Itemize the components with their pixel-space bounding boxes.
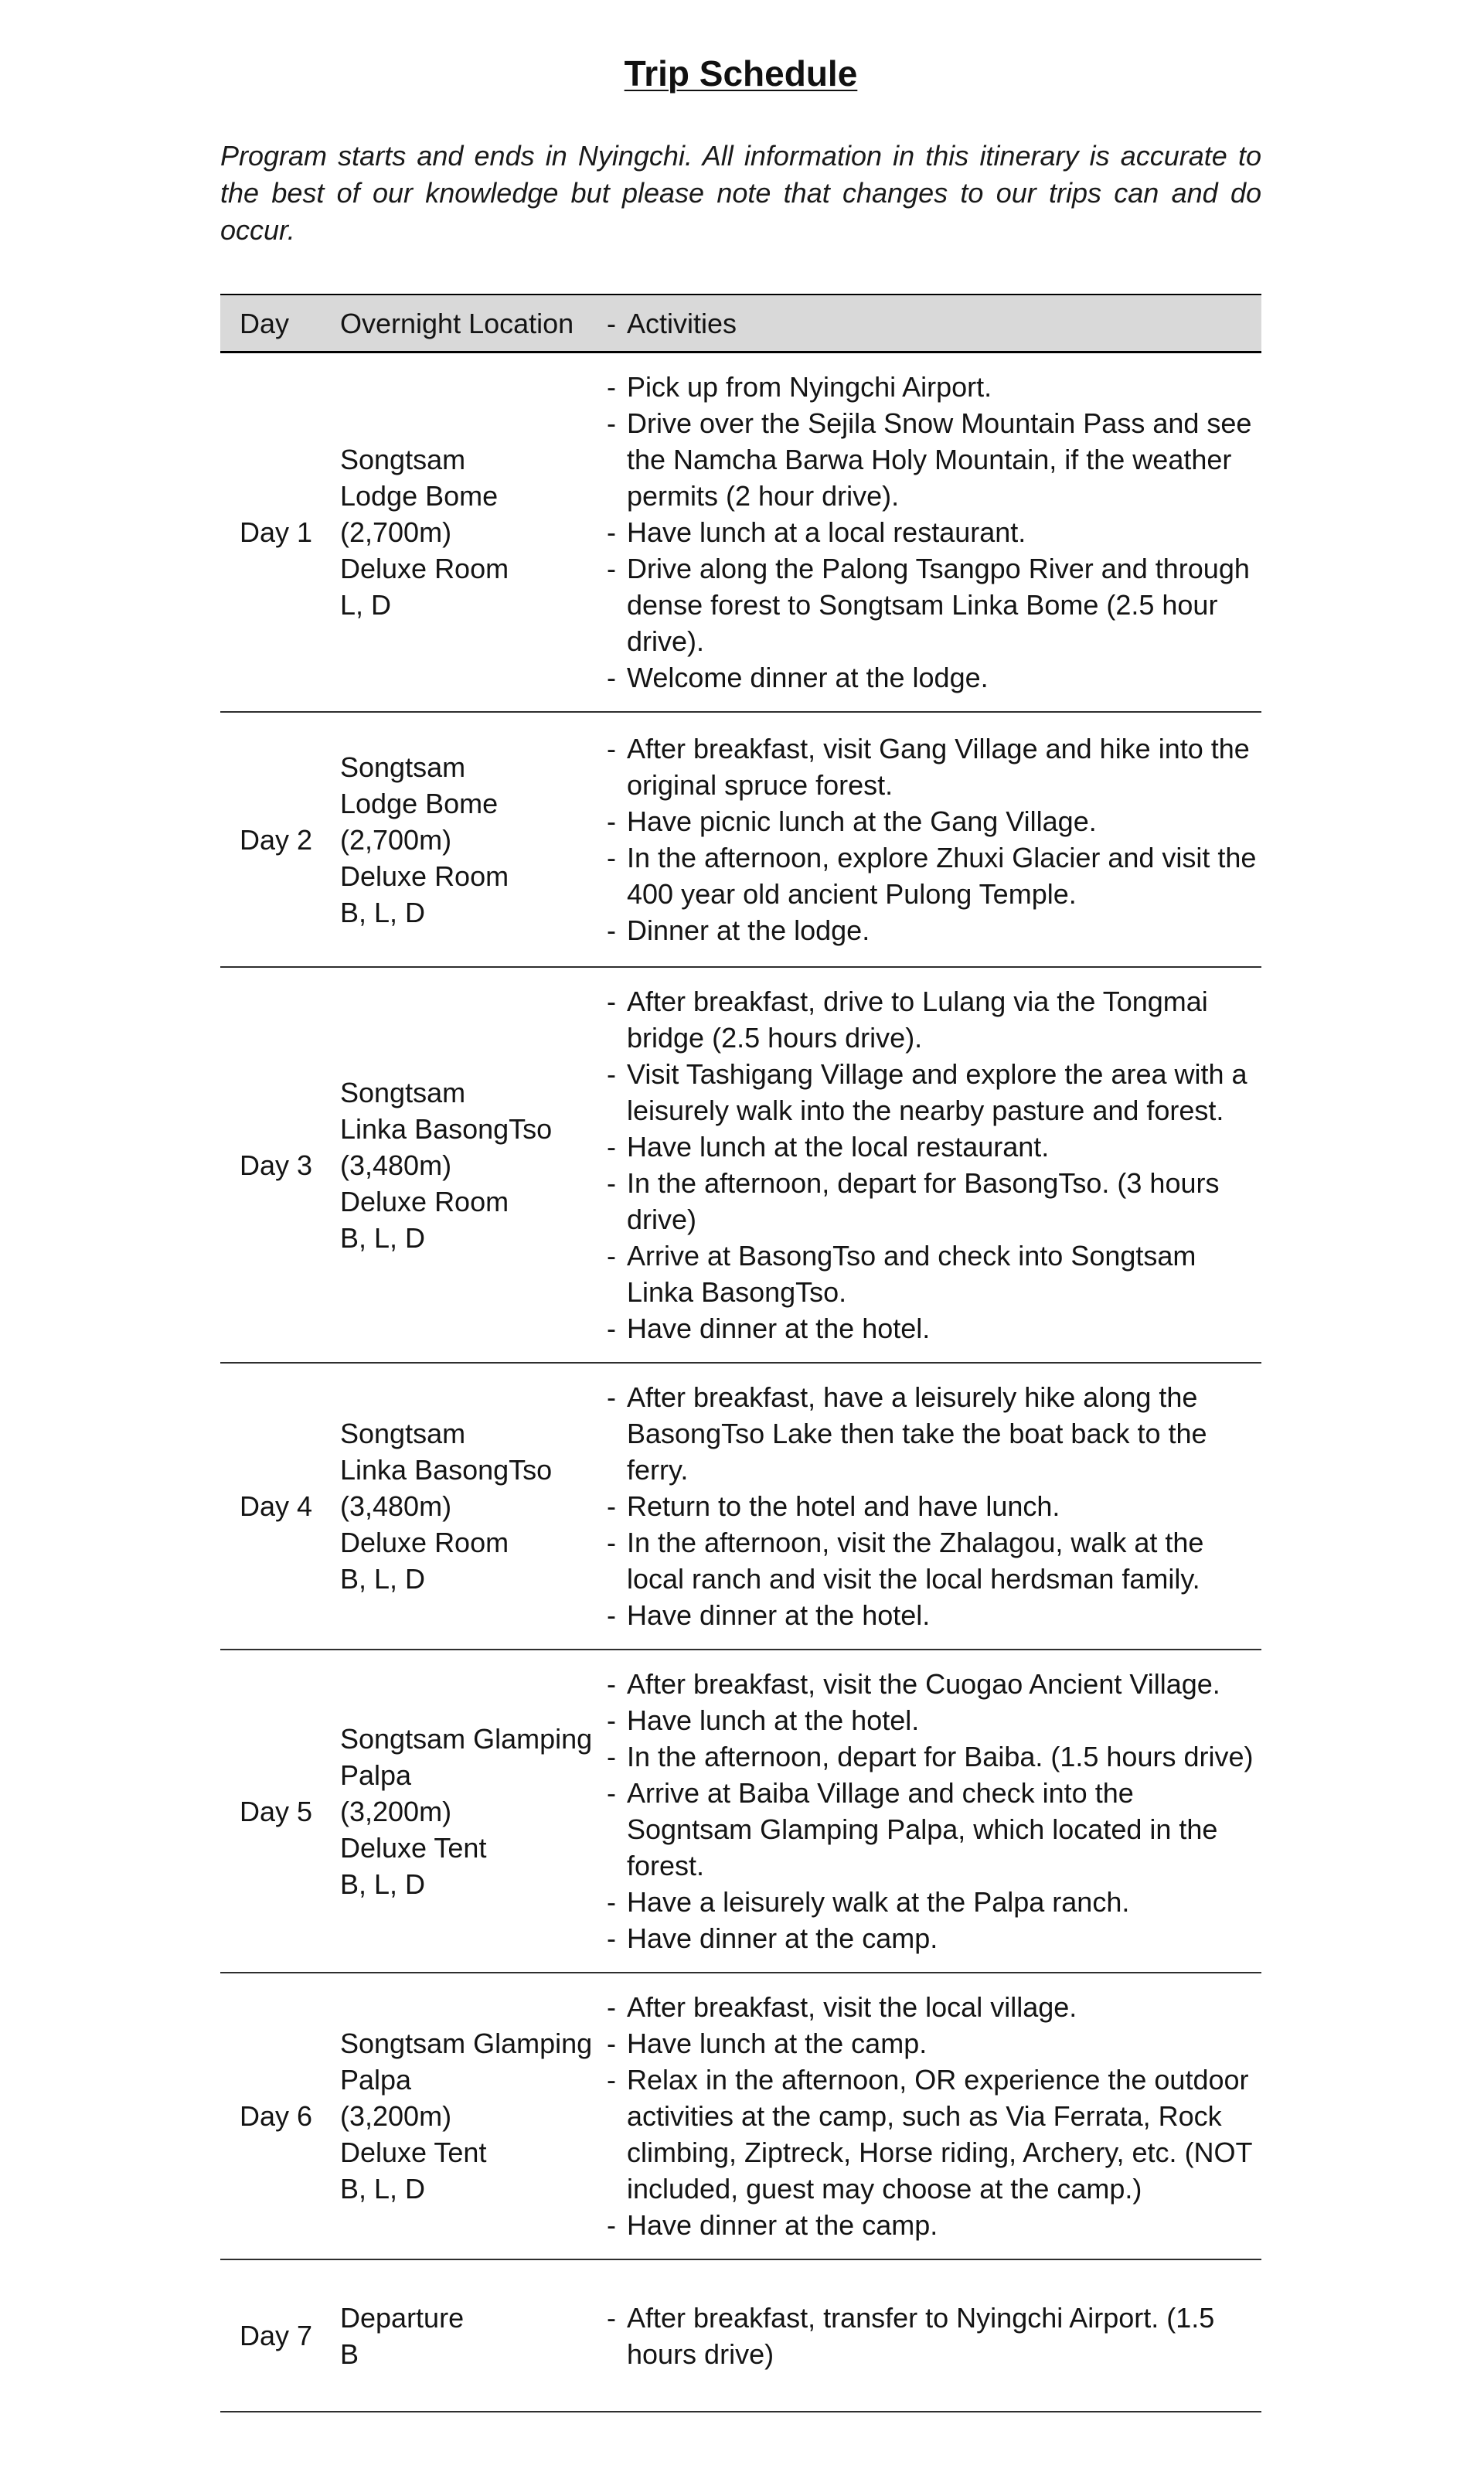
- day-cell: Day 4: [240, 1490, 313, 1522]
- overnight-line: Deluxe Tent: [340, 1831, 487, 1864]
- bullet-dash: -: [607, 1777, 616, 1809]
- bullet-dash: -: [607, 1527, 616, 1558]
- overnight-cell: [340, 749, 607, 931]
- activity-text: Arrive at Baiba Village and check into the Sogntsam Glamping Palpa, which located in the forest.: [627, 1777, 1218, 1881]
- activity-item: [607, 1165, 1257, 1238]
- activity-text: Have lunch at a local restaurant.: [627, 516, 1026, 548]
- activities-cell: [607, 1379, 1261, 1633]
- overnight-line: Deluxe Tent: [340, 2137, 487, 2168]
- activity-text: Have dinner at the hotel.: [627, 1313, 931, 1344]
- activity-item: [607, 1989, 1257, 2025]
- day-cell: Day 1: [240, 516, 313, 548]
- day-cell: Day 7: [240, 2320, 313, 2351]
- header-day: Day: [240, 307, 290, 339]
- bullet-dash: -: [607, 1058, 616, 1090]
- document-page: [220, 53, 1261, 2412]
- activity-item: [607, 1920, 1257, 1956]
- activity-item: [607, 369, 1257, 405]
- day-cell: Day 5: [240, 1795, 313, 1827]
- overnight-line: (2,700m): [340, 823, 452, 856]
- activity-item: [607, 1524, 1257, 1597]
- bullet-dash: -: [607, 1381, 616, 1413]
- bullet-dash: -: [607, 2064, 616, 2096]
- header-overnight: Overnight Location: [340, 307, 574, 339]
- overnight-cell: [340, 2300, 607, 2372]
- activity-item: [607, 1884, 1257, 1920]
- overnight-line: Deluxe Room: [340, 1185, 509, 1217]
- activity-item: [607, 983, 1257, 1056]
- activity-text: Have a leisurely walk at the Palpa ranch.: [627, 1886, 1130, 1918]
- overnight-cell: [340, 1415, 607, 1597]
- activity-text: In the afternoon, visit the Zhalagou, walk at the local ranch and visit the local herdsman family.: [627, 1527, 1204, 1595]
- overnight-line: Songtsam: [340, 444, 466, 475]
- bullet-dash: -: [607, 914, 616, 946]
- activity-text: After breakfast, visit the local village.: [627, 1991, 1077, 2023]
- day-cell: Day 3: [240, 1149, 313, 1181]
- activities-cell: [607, 983, 1261, 1347]
- activity-item: [607, 1488, 1257, 1524]
- header-activities-label: Activities: [627, 307, 737, 339]
- overnight-line: (3,200m): [340, 2100, 452, 2132]
- header-activities-cell: [607, 305, 1261, 342]
- activity-text: Have dinner at the camp.: [627, 1922, 938, 1954]
- bullet-dash: -: [607, 1599, 616, 1631]
- activity-item: [607, 1666, 1257, 1702]
- bullet-dash: -: [607, 986, 616, 1017]
- table-header-row: [220, 294, 1261, 353]
- overnight-line: B, L, D: [340, 896, 426, 928]
- overnight-cell: [340, 1721, 607, 1902]
- activity-text: Have dinner at the hotel.: [627, 1599, 931, 1631]
- overnight-line: Departure: [340, 2301, 465, 2334]
- bullet-dash: -: [607, 1167, 616, 1199]
- activity-text: Drive over the Sejila Snow Mountain Pass and see the Namcha Barwa Holy Mountain, if the weather permits (2 hour drive).: [627, 407, 1252, 512]
- overnight-line: L, D: [340, 589, 392, 621]
- day-cell: Day 6: [240, 2100, 313, 2132]
- overnight-line: Palpa: [340, 2064, 412, 2096]
- intro-paragraph: Program starts and ends in Nyingchi. All information in this itinerary is accurate to the best of our knowledge but please note that changes to our trips can and do occur.: [220, 140, 1261, 246]
- activity-text: Have lunch at the local restaurant.: [627, 1131, 1050, 1163]
- table-row: [220, 1364, 1261, 1650]
- bullet-dash: -: [607, 1922, 616, 1954]
- activity-text: Drive along the Palong Tsangpo River and through dense forest to Songtsam Linka Bome (2.5 hour drive).: [627, 553, 1250, 657]
- overnight-line: B, L, D: [340, 1868, 426, 1900]
- activity-item: [607, 2062, 1257, 2207]
- activity-item: [607, 514, 1257, 550]
- overnight-line: Songtsam: [340, 1418, 466, 1449]
- trip-schedule-table: [220, 294, 1261, 2412]
- activity-item: [607, 2300, 1257, 2372]
- bullet-dash: -: [607, 733, 616, 764]
- bullet-dash: -: [607, 662, 616, 693]
- bullet-dash: -: [607, 516, 616, 548]
- day-cell: Day 2: [240, 823, 313, 856]
- activity-item: [607, 730, 1257, 803]
- activities-cell: [607, 1666, 1261, 1956]
- overnight-cell: [340, 1074, 607, 1256]
- activity-item: [607, 839, 1257, 912]
- overnight-line: (3,480m): [340, 1490, 452, 1522]
- overnight-line: Songtsam: [340, 1076, 466, 1108]
- activity-text: Visit Tashigang Village and explore the area with a leisurely walk into the nearby pasture and forest.: [627, 1058, 1247, 1126]
- table-row: [220, 713, 1261, 968]
- bullet-dash: -: [607, 1886, 616, 1918]
- overnight-line: Lodge Bome: [340, 787, 499, 819]
- activity-text: Welcome dinner at the lodge.: [627, 662, 989, 693]
- page-title: Trip Schedule: [624, 53, 858, 94]
- activity-text: Pick up from Nyingchi Airport.: [627, 371, 992, 403]
- overnight-line: (3,200m): [340, 1795, 452, 1827]
- overnight-line: Deluxe Room: [340, 553, 509, 584]
- activity-text: After breakfast, have a leisurely hike along the BasongTso Lake then take the boat back to the ferry.: [627, 1381, 1207, 1486]
- activity-text: Have picnic lunch at the Gang Village.: [627, 805, 1097, 837]
- overnight-cell: [340, 441, 607, 623]
- overnight-cell: [340, 2025, 607, 2207]
- activity-text: Have lunch at the hotel.: [627, 1704, 920, 1736]
- activity-text: In the afternoon, depart for Baiba. (1.5 hours drive): [627, 1741, 1254, 1772]
- activity-item: [607, 912, 1257, 948]
- bullet-dash: -: [607, 805, 616, 837]
- table-row: [220, 353, 1261, 713]
- activities-cell: [607, 369, 1261, 696]
- activity-item: [607, 1129, 1257, 1165]
- bullet-dash: -: [607, 1741, 616, 1772]
- activity-text: In the afternoon, depart for BasongTso. (3 hours drive): [627, 1167, 1220, 1235]
- overnight-line: Songtsam Glamping: [340, 1722, 593, 1755]
- overnight-line: B, L, D: [340, 1221, 426, 1254]
- overnight-line: (2,700m): [340, 516, 452, 548]
- overnight-line: Linka BasongTso: [340, 1112, 553, 1145]
- activity-text: Arrive at BasongTso and check into Songtsam Linka BasongTso.: [627, 1240, 1196, 1308]
- activity-item: [607, 2025, 1257, 2062]
- activity-text: After breakfast, visit Gang Village and hike into the original spruce forest.: [627, 733, 1250, 801]
- table-body: [220, 353, 1261, 2412]
- activity-text: Dinner at the lodge.: [627, 914, 870, 946]
- activity-item: [607, 1379, 1257, 1488]
- activity-text: Relax in the afternoon, OR experience the outdoor activities at the camp, such as Via Ferrata, Rock climbing, Ziptreck, Horse riding, Archery, etc. (NOT included, guest may choose at the camp.): [627, 2064, 1252, 2205]
- activity-text: Have dinner at the camp.: [627, 2209, 938, 2241]
- activity-item: [607, 1238, 1257, 1310]
- bullet-dash: -: [607, 842, 616, 873]
- activity-item: [607, 1702, 1257, 1738]
- activity-text: After breakfast, transfer to Nyingchi Airport. (1.5 hours drive): [627, 2301, 1215, 2370]
- overnight-line: Lodge Bome: [340, 480, 499, 512]
- table-row: [220, 968, 1261, 1364]
- activities-cell: [607, 730, 1261, 948]
- bullet-dash: -: [607, 553, 616, 584]
- bullet-dash: -: [607, 1704, 616, 1736]
- overnight-line: Deluxe Room: [340, 1527, 509, 1558]
- activity-item: [607, 2207, 1257, 2243]
- activity-item: [607, 659, 1257, 696]
- bullet-dash: -: [607, 371, 616, 403]
- overnight-line: B: [340, 2338, 359, 2370]
- activity-text: After breakfast, drive to Lulang via the Tongmai bridge (2.5 hours drive).: [627, 986, 1208, 1054]
- overnight-line: Linka BasongTso: [340, 1454, 553, 1486]
- bullet-dash: -: [607, 2209, 616, 2241]
- activities-cell: [607, 1989, 1261, 2243]
- activities-cell: [607, 2300, 1261, 2372]
- activity-item: [607, 1775, 1257, 1884]
- activity-item: [607, 550, 1257, 659]
- table-row: [220, 2260, 1261, 2412]
- bullet-dash: -: [607, 1668, 616, 1700]
- header-activities-bullet: [607, 305, 1257, 342]
- bullet-dash: -: [607, 1313, 616, 1344]
- activity-item: [607, 1597, 1257, 1633]
- bullet-dash: -: [607, 2301, 616, 2334]
- bullet-dash: -: [607, 1131, 616, 1163]
- activity-text: Have lunch at the camp.: [627, 2028, 928, 2059]
- bullet-dash: -: [607, 2028, 616, 2059]
- overnight-line: Songtsam Glamping: [340, 2028, 593, 2059]
- activity-item: [607, 803, 1257, 839]
- overnight-line: B, L, D: [340, 2173, 426, 2205]
- activity-text: In the afternoon, explore Zhuxi Glacier and visit the 400 year old ancient Pulong Temple.: [627, 842, 1257, 910]
- table-row: [220, 1973, 1261, 2260]
- bullet-dash: -: [607, 1240, 616, 1272]
- activity-text: After breakfast, visit the Cuogao Ancient Village.: [627, 1668, 1220, 1700]
- activity-item: [607, 1056, 1257, 1129]
- overnight-line: (3,480m): [340, 1149, 452, 1181]
- bullet-dash: -: [607, 1490, 616, 1522]
- activity-item: [607, 405, 1257, 514]
- table-row: [220, 1650, 1261, 1973]
- activity-item: [607, 1310, 1257, 1347]
- overnight-line: Deluxe Room: [340, 860, 509, 892]
- bullet-dash: -: [607, 1991, 616, 2023]
- activity-item: [607, 1738, 1257, 1775]
- bullet-dash: -: [607, 407, 616, 439]
- overnight-line: Palpa: [340, 1759, 412, 1791]
- activity-text: Return to the hotel and have lunch.: [627, 1490, 1060, 1522]
- overnight-line: Songtsam: [340, 751, 466, 783]
- overnight-line: B, L, D: [340, 1563, 426, 1595]
- bullet-dash: -: [607, 307, 616, 339]
